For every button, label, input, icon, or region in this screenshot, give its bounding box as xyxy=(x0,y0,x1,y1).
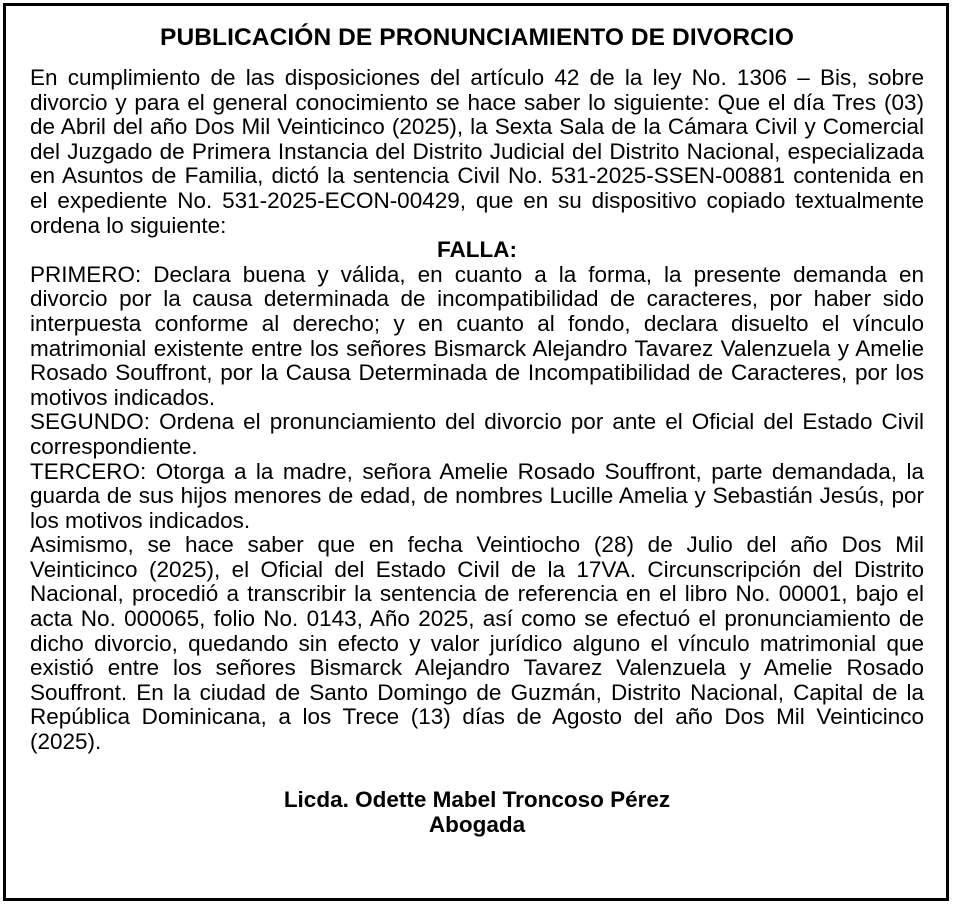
notice-title: PUBLICACIÓN DE PRONUNCIAMIENTO DE DIVORCIO xyxy=(160,24,794,51)
falla-heading: FALLA: xyxy=(437,237,517,263)
legal-notice-box xyxy=(3,3,949,901)
notice-content xyxy=(30,6,924,837)
signature-name: Licda. Odette Mabel Troncoso Pérez xyxy=(283,786,671,812)
asimismo-paragraph: Asimismo, se hace saber que en fecha Veintiocho (28) de Julio del año Dos Mil Veinticinco (2025), el Oficial del Estado Civil de la 17VA. Circunscripción del Distrito Nacional, procedió a transcribir la sentencia de referencia en el libro No. 00001, bajo el acta No. 000065, folio No. 0143, Año 2025, así como se efectuó el pronunciamiento de dicho divorcio, quedando sin efecto y valor jurídico alguno el vínculo matrimonial que existió entre los señores Bismarck Alejandro Tavarez Valenzuela y Amelie Rosado Souffront. En la ciudad de Santo Domingo de Guzmán, Distrito Nacional, Capital de la República Dominicana, a los Trece (13) días de Agosto del año Dos Mil Veinticinco (2025). xyxy=(30,532,924,755)
segundo-paragraph: SEGUNDO: Ordena el pronunciamiento del divorcio por ante el Oficial del Estado Civil correspondiente. xyxy=(30,409,924,459)
signature-role: Abogada xyxy=(428,811,526,837)
primero-paragraph: PRIMERO: Declara buena y válida, en cuanto a la forma, la presente demanda en divorcio por la causa determinada de incompatibilidad de caracteres, por haber sido interpuesta conforme al derecho; y en cuanto al fondo, declara disuelto el vínculo matrimonial existente entre los señores Bismarck Alejandro Tavarez Valenzuela y Amelie Rosado Souffront, por la Causa Determinada de Incompatibilidad de Caracteres, por los motivos indicados. xyxy=(30,261,924,410)
intro-paragraph: En cumplimiento de las disposiciones del artículo 42 de la ley No. 1306 – Bis, sobre divorcio y para el general conocimiento se hace saber lo siguiente: Que el día Tres (03) de Abril del año Dos Mil Veinticinco (2025), la Sexta Sala de la Cámara Civil y Comercial del Juzgado de Primera Instancia del Distrito Judicial del Distrito Nacional, especializada en Asuntos de Familia, dictó la sentencia Civil No. 531-2025-SSEN-00881 contenida en el expediente No. 531-2025-ECON-00429, que en su dispositivo copiado textualmente ordena lo siguiente: xyxy=(30,65,924,238)
signature-block xyxy=(30,787,924,837)
tercero-paragraph: TERCERO: Otorga a la madre, señora Amelie Rosado Souffront, parte demandada, la guarda de sus hijos menores de edad, de nombres Lucille Amelia y Sebastián Jesús, por los motivos indicados. xyxy=(30,458,924,533)
